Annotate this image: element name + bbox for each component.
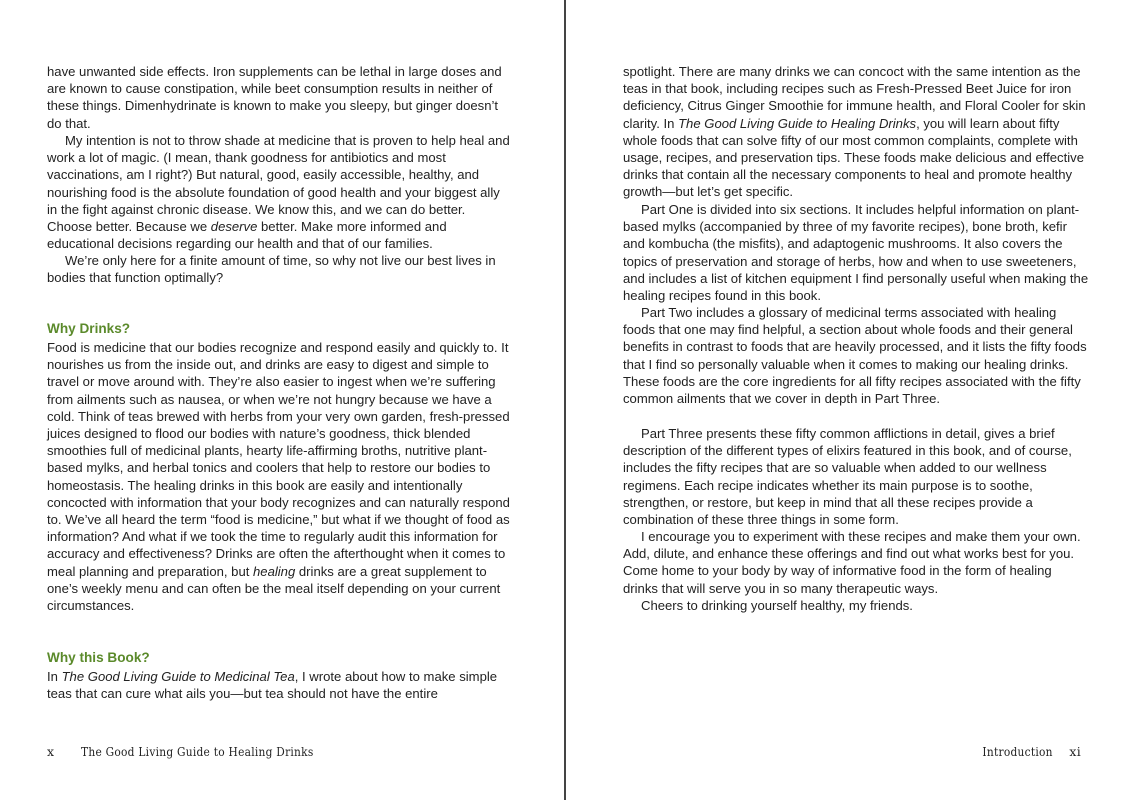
paragraph-text: Part One is divided into six sections. It includes helpful information on plant-based mylks (accompanied by three of my favorite recipes), bone broth, kefir and kombucha (the misfits), and adaptogenic mushrooms. It also covers the topics of preservation and storage of herbs, how and when to use sweeteners, and includes a list of kitchen equipment I find personally useful when making the healing recipes found in this book. — [623, 202, 1089, 304]
running-head-introduction: Introduction — [982, 744, 1053, 759]
paragraph-part-one — [623, 201, 1089, 304]
paragraph-text-continued: , I wrote about how to make simple teas that can cure what ails you—but tea should not have the entire — [47, 669, 498, 702]
paragraph-text: Part Two includes a glossary of medicinal terms associated with healing foods that one may find helpful, a section about whole foods and their general benefits in contrast to foods that are heavily processed, and it lists the fifty foods that I find so personally valuable when it comes to making our healing drinks. These foods are the core ingredients for all fifty recipes associated with the fifty common ailments that we cover in depth in Part Three. — [623, 305, 1087, 407]
paragraph-text-continued: , you will learn about fifty whole foods that can solve fifty of our most common complaints, complete with usage, recipes, and preservation tips. These foods make delicious and effective drinks that contain all the necessary components to heal and promote healthy growth—but let’s get specific. — [623, 115, 1084, 200]
paragraph-spotlight — [623, 63, 1089, 201]
paragraph-text-continued: drinks are a great supplement to one’s weekly menu and can often be the meal itself depending on your current circumstances. — [47, 563, 501, 614]
paragraph-text: spotlight. There are many drinks we can concoct with the same intention as the teas in that book, including recipes such as Fresh-Pressed Beet Juice for iron deficiency, Citrus Ginger Smoothie for immune health, and Floral Cooler for skin clarity. In — [623, 64, 1086, 131]
paragraph-finite-time — [47, 252, 513, 286]
paragraph-text: I encourage you to experiment with these recipes and make them your own. Add, dilute, and enhance these offerings and find out what works best for you. Come home to your body by way of informative food in the form of healing drinks that will serve you in so many therapeutic ways. — [623, 529, 1081, 596]
left-page — [0, 0, 564, 800]
paragraph-text: We’re only here for a finite amount of time, so why not live our best lives in bodies that function optimally? — [47, 253, 496, 286]
paragraph-text: Cheers to drinking yourself healthy, my friends. — [641, 598, 913, 613]
right-page — [566, 0, 1129, 800]
page-number-left: x — [47, 744, 55, 759]
heading-why-drinks: Why Drinks? — [47, 321, 131, 336]
emphasis-deserve: deserve — [210, 219, 258, 235]
paragraph-intention — [47, 132, 513, 252]
paragraph-text: Food is medicine that our bodies recognize and respond easily and quickly to. It nourishes us from the inside out, and drinks are easy to digest and simple to travel or move around with. They’re also easier to ingest when we’re suffering from ailments such as nausea, or when we’re not hungry because we have a cold. Think of teas brewed with herbs from your very own garden, fresh-pressed juices designed to flood our bodies with nature’s goodness, thick blended smoothies full of medicinal plants, hearty life-affirming broths, nutritive plant-based mylks, and herbal tonics and coolers that help to restore our bodies to homeostasis. The healing drinks in this book are easily and intentionally concocted with information that your body recognizes and can naturally respond to. We’ve all heard the term “food is medicine,” but what if we thought of food as information? And what if we took the time to regularly audit this information for accuracy and effectiveness? Drinks are often the afterthought when it comes to meal planning and preparation, but — [47, 340, 510, 579]
paragraph-side-effects — [47, 63, 513, 132]
paragraph-cheers — [623, 597, 1089, 614]
emphasis-book-title: The Good Living Guide to Healing Drinks — [678, 115, 917, 131]
paragraph-part-three — [623, 425, 1089, 528]
paragraph-food-is-medicine — [47, 339, 513, 614]
paragraph-text: In — [47, 669, 62, 684]
paragraph-text: have unwanted side effects. Iron supplements can be lethal in large doses and are known to cause constipation, while beet consumption results in neither of these things. Dimenhydrinate is known to make you sleepy, but ginger doesn’t do that. — [47, 64, 502, 131]
paragraph-medicinal-tea — [47, 668, 513, 702]
emphasis-healing: healing — [253, 563, 296, 579]
paragraph-encourage — [623, 528, 1089, 597]
heading-why-this-book: Why this Book? — [47, 650, 150, 665]
running-head-book-title: The Good Living Guide to Healing Drinks — [81, 744, 314, 759]
page-number-right: xi — [1069, 744, 1081, 759]
paragraph-text: Part Three presents these fifty common afflictions in detail, gives a brief description of the different types of elixirs featured in this book, and of course, includes the fifty recipes that are so valuable when added to our wellness regimens. Each recipe indicates whether its main purpose is to soothe, strengthen, or restore, but keep in mind that all these recipes provide a combination of these three things in some form. — [623, 426, 1072, 528]
paragraph-text-continued: better. Make more informed and educational decisions regarding our health and that of our families. — [47, 219, 447, 252]
emphasis-book-title: The Good Living Guide to Medicinal Tea — [61, 669, 295, 684]
paragraph-part-two — [623, 304, 1089, 407]
paragraph-text: My intention is not to throw shade at medicine that is proven to help heal and work a lot of magic. (I mean, thank goodness for antibiotics and most vaccinations, am I right?) But natural, good, easily accessible, healthy, and nourishing food is the absolute foundation of good health and your biggest ally in the fight against chronic disease. We know this, and we can do better. Choose better. Because we — [47, 133, 510, 235]
